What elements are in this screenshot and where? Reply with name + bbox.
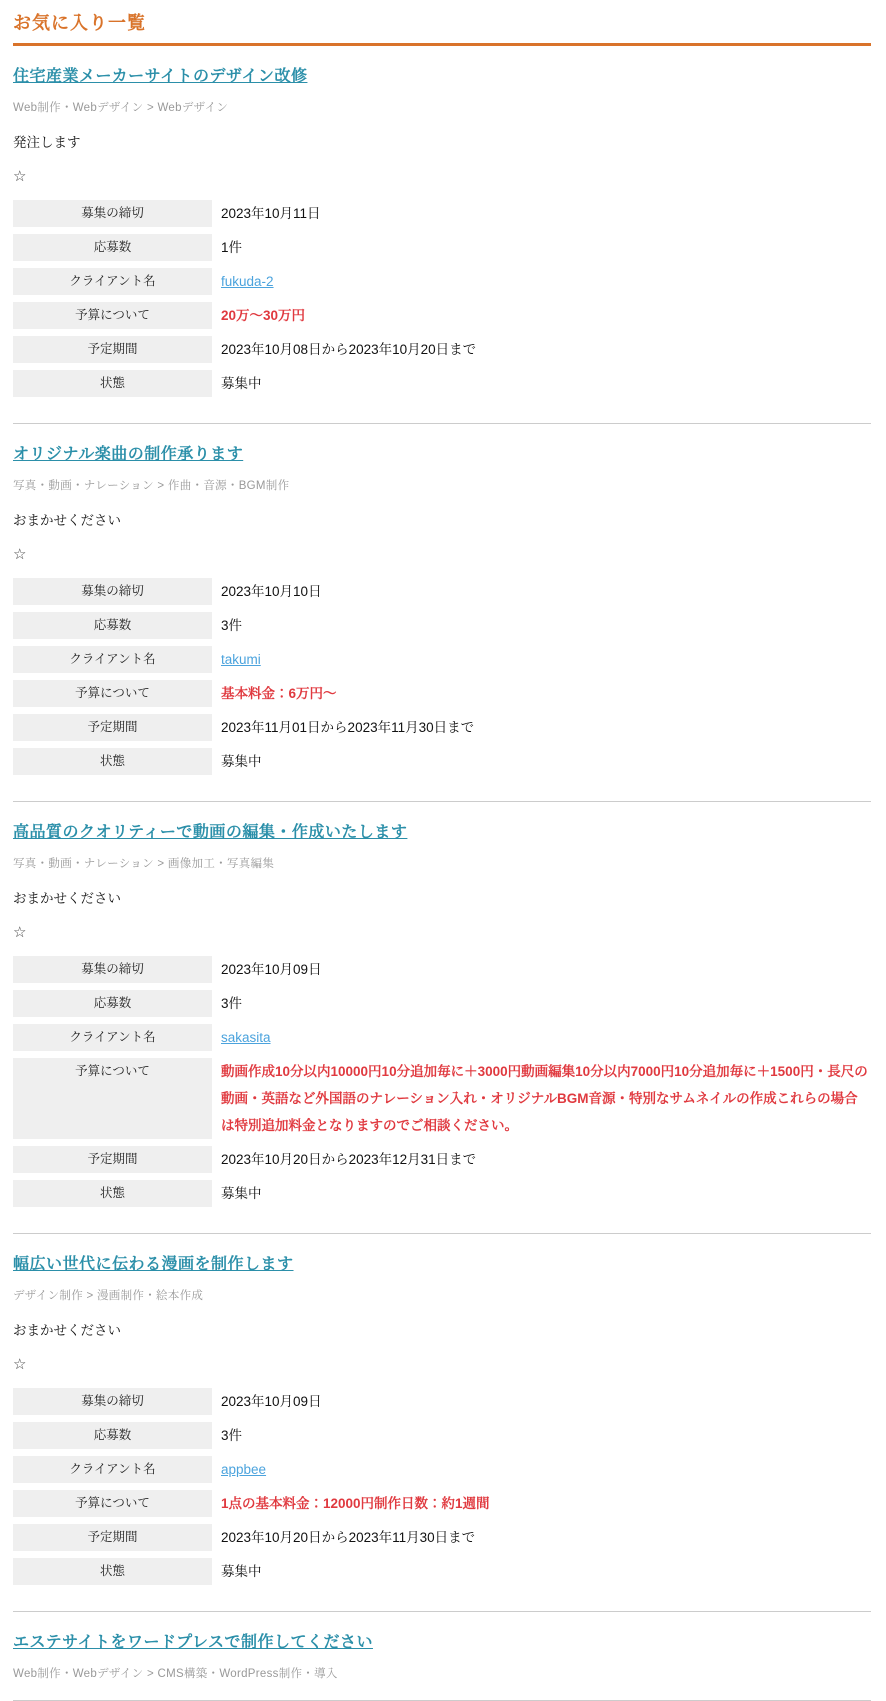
favorite-listing: [13, 1234, 871, 1612]
detail-row-label: 募集の締切: [13, 578, 212, 605]
listing-details-table: [13, 200, 871, 397]
client-name-link[interactable]: sakasita: [221, 1030, 271, 1045]
listing-title-link[interactable]: 幅広い世代に伝わる漫画を制作します: [13, 1256, 294, 1273]
detail-row-period: [13, 714, 871, 741]
listing-title: [13, 1254, 871, 1276]
detail-row-applications: [13, 1422, 871, 1449]
detail-row-label: 募集の締切: [13, 956, 212, 983]
detail-row-value: 募集中: [221, 754, 262, 769]
detail-row-deadline: [13, 956, 871, 983]
breadcrumb: Web制作・Webデザイン > Webデザイン: [13, 102, 229, 114]
listing-title: [13, 66, 871, 88]
detail-row-value: 2023年10月10日: [221, 584, 322, 599]
detail-row-label: 予算について: [13, 680, 212, 707]
detail-row-deadline: [13, 200, 871, 227]
detail-row-label: クライアント名: [13, 1024, 212, 1051]
detail-row-budget: [13, 680, 871, 707]
page-title: お気に入り一覧: [13, 13, 146, 33]
detail-row-budget: [13, 1058, 871, 1139]
favorite-star-icon[interactable]: ☆: [13, 924, 27, 941]
client-name-link[interactable]: takumi: [221, 652, 261, 667]
favorites-list: [13, 46, 871, 1701]
detail-row-value: 2023年11月01日から2023年11月30日まで: [221, 720, 475, 735]
detail-row-value: 3件: [221, 1428, 243, 1443]
detail-row-value: 20万〜30万円: [221, 308, 306, 323]
detail-row-label: 応募数: [13, 1422, 212, 1449]
detail-row-label: クライアント名: [13, 1456, 212, 1483]
listing-title: [13, 444, 871, 466]
favorite-listing: [13, 1612, 871, 1701]
detail-row-label: 状態: [13, 748, 212, 775]
breadcrumb: Web制作・Webデザイン > CMS構築・WordPress制作・導入: [13, 1668, 338, 1680]
detail-row-period: [13, 1146, 871, 1173]
detail-row-label: 募集の締切: [13, 200, 212, 227]
listing-description: おまかせください: [13, 891, 121, 906]
detail-row-value: [212, 1456, 871, 1483]
detail-row-client: [13, 646, 871, 673]
listing-title-link[interactable]: 住宅産業メーカーサイトのデザイン改修: [13, 68, 308, 85]
detail-row-value: 募集中: [221, 1564, 262, 1579]
detail-row-value: [212, 646, 871, 673]
breadcrumb: 写真・動画・ナレーション > 画像加工・写真編集: [13, 858, 275, 870]
detail-row-applications: [13, 234, 871, 261]
detail-row-value: 募集中: [221, 376, 262, 391]
favorite-listing: [13, 802, 871, 1234]
detail-row-label: 状態: [13, 370, 212, 397]
detail-row-deadline: [13, 578, 871, 605]
detail-row-value: [212, 1024, 871, 1051]
detail-row-value: 基本料金：6万円〜: [221, 686, 337, 701]
detail-row-value: 1件: [221, 240, 243, 255]
breadcrumb: 写真・動画・ナレーション > 作曲・音源・BGM制作: [13, 480, 290, 492]
detail-row-label: 状態: [13, 1558, 212, 1585]
detail-row-value: 2023年10月09日: [221, 1394, 322, 1409]
favorite-star-icon[interactable]: ☆: [13, 168, 27, 185]
listing-title: [13, 822, 871, 844]
detail-row-value: 2023年10月08日から2023年10月20日まで: [221, 342, 477, 357]
detail-row-label: 応募数: [13, 990, 212, 1017]
detail-row-label: 応募数: [13, 612, 212, 639]
favorite-listing: [13, 46, 871, 424]
listing-description: 発注します: [13, 135, 81, 150]
listing-details-table: [13, 956, 871, 1207]
listing-details-table: [13, 1388, 871, 1585]
detail-row-budget: [13, 1490, 871, 1517]
detail-row-label: 状態: [13, 1180, 212, 1207]
detail-row-client: [13, 268, 871, 295]
listing-title: [13, 1632, 871, 1654]
detail-row-label: 予定期間: [13, 714, 212, 741]
detail-row-value: 動画作成10分以内10000円10分追加毎に＋3000円動画編集10分以内7000円10分追加毎に＋1500円・長尺の動画・英語など外国語のナレーション入れ・オリジナルBGM音源・特別なサムネイルの作成これらの場合は特別追加料金となりますのでご相談ください。: [221, 1064, 868, 1133]
listing-title-link[interactable]: オリジナル楽曲の制作承ります: [13, 446, 244, 463]
favorite-star-icon[interactable]: ☆: [13, 1356, 27, 1373]
detail-row-value: 2023年10月20日から2023年12月31日まで: [221, 1152, 477, 1167]
detail-row-applications: [13, 612, 871, 639]
breadcrumb: デザイン制作 > 漫画制作・絵本作成: [13, 1290, 204, 1302]
detail-row-status: [13, 1558, 871, 1585]
detail-row-label: 募集の締切: [13, 1388, 212, 1415]
detail-row-status: [13, 370, 871, 397]
detail-row-label: クライアント名: [13, 646, 212, 673]
detail-row-client: [13, 1456, 871, 1483]
detail-row-label: 予算について: [13, 1058, 212, 1139]
detail-row-period: [13, 336, 871, 363]
detail-row-value: 2023年10月11日: [221, 206, 321, 221]
detail-row-label: クライアント名: [13, 268, 212, 295]
detail-row-deadline: [13, 1388, 871, 1415]
listing-description: おまかせください: [13, 1323, 121, 1338]
detail-row-value: 1点の基本料金：12000円制作日数：約1週間: [221, 1496, 490, 1511]
client-name-link[interactable]: fukuda-2: [221, 274, 274, 289]
detail-row-label: 予定期間: [13, 1524, 212, 1551]
favorite-star-icon[interactable]: ☆: [13, 546, 27, 563]
detail-row-value: 2023年10月20日から2023年11月30日まで: [221, 1530, 476, 1545]
detail-row-period: [13, 1524, 871, 1551]
detail-row-value: [212, 268, 871, 295]
detail-row-status: [13, 1180, 871, 1207]
detail-row-value: 3件: [221, 996, 243, 1011]
detail-row-label: 予算について: [13, 1490, 212, 1517]
detail-row-label: 予定期間: [13, 336, 212, 363]
detail-row-applications: [13, 990, 871, 1017]
client-name-link[interactable]: appbee: [221, 1462, 267, 1477]
detail-row-label: 予定期間: [13, 1146, 212, 1173]
detail-row-label: 予算について: [13, 302, 212, 329]
detail-row-value: 2023年10月09日: [221, 962, 322, 977]
detail-row-value: 3件: [221, 618, 243, 633]
detail-row-status: [13, 748, 871, 775]
listing-description: おまかせください: [13, 513, 121, 528]
detail-row-budget: [13, 302, 871, 329]
detail-row-value: 募集中: [221, 1186, 262, 1201]
listing-title-link[interactable]: 高品質のクオリティーで動画の編集・作成いたします: [13, 824, 408, 841]
detail-row-label: 応募数: [13, 234, 212, 261]
listing-title-link[interactable]: エステサイトをワードプレスで制作してください: [13, 1634, 373, 1651]
favorite-listing: [13, 424, 871, 802]
listing-details-table: [13, 578, 871, 775]
detail-row-client: [13, 1024, 871, 1051]
